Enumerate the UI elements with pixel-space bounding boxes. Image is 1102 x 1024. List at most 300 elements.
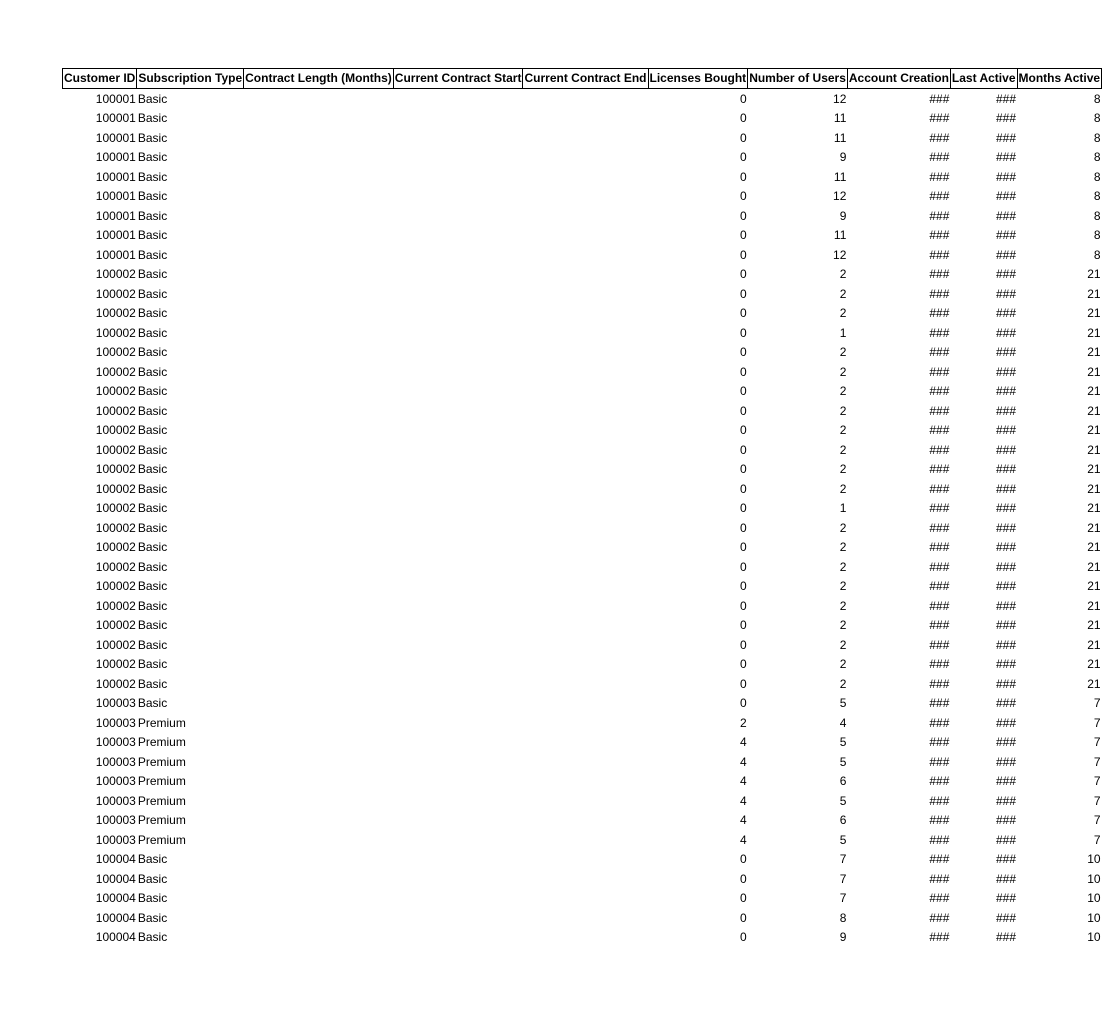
cell-subscription-type[interactable]: Premium	[137, 793, 186, 808]
cell-contract-length[interactable]	[244, 830, 394, 850]
cell-months-active[interactable]: 21	[1087, 559, 1101, 574]
cell-customer-id[interactable]: 100002	[95, 637, 136, 652]
cell-months-active[interactable]: 21	[1087, 364, 1101, 379]
cell-contract-end[interactable]	[523, 772, 648, 792]
cell-contract-start[interactable]	[393, 323, 523, 343]
cell-last-active[interactable]: ###	[995, 930, 1016, 945]
cell-contract-start[interactable]	[393, 655, 523, 675]
cell-customer-id[interactable]: 100002	[95, 286, 136, 301]
cell-subscription-type[interactable]: Basic	[137, 462, 168, 477]
cell-contract-start[interactable]	[393, 596, 523, 616]
cell-contract-length[interactable]	[244, 499, 394, 519]
cell-number-of-users[interactable]: 11	[833, 111, 847, 126]
cell-customer-id[interactable]: 100002	[95, 657, 136, 672]
cell-subscription-type[interactable]: Basic	[137, 481, 168, 496]
cell-subscription-type[interactable]: Basic	[137, 130, 168, 145]
cell-customer-id[interactable]: 100003	[95, 774, 136, 789]
cell-months-active[interactable]: 21	[1087, 442, 1101, 457]
cell-contract-end[interactable]	[523, 830, 648, 850]
cell-contract-end[interactable]	[523, 616, 648, 636]
header-contract-start[interactable]: Current Contract Start	[393, 69, 523, 89]
cell-months-active[interactable]: 8	[1093, 169, 1101, 184]
cell-last-active[interactable]: ###	[995, 208, 1016, 223]
cell-account-creation[interactable]: ###	[929, 696, 950, 711]
cell-account-creation[interactable]: ###	[929, 403, 950, 418]
cell-account-creation[interactable]: ###	[929, 754, 950, 769]
cell-contract-start[interactable]	[393, 401, 523, 421]
cell-contract-length[interactable]	[244, 362, 394, 382]
cell-contract-end[interactable]	[523, 674, 648, 694]
cell-licenses-bought[interactable]: 0	[740, 520, 747, 535]
cell-months-active[interactable]: 21	[1087, 286, 1101, 301]
cell-contract-length[interactable]	[244, 128, 394, 148]
cell-contract-start[interactable]	[393, 284, 523, 304]
cell-months-active[interactable]: 21	[1087, 657, 1101, 672]
cell-customer-id[interactable]: 100001	[95, 189, 136, 204]
cell-number-of-users[interactable]: 2	[839, 345, 847, 360]
cell-account-creation[interactable]: ###	[929, 793, 950, 808]
cell-number-of-users[interactable]: 2	[839, 598, 847, 613]
cell-subscription-type[interactable]: Basic	[137, 228, 168, 243]
cell-licenses-bought[interactable]: 0	[740, 618, 747, 633]
cell-customer-id[interactable]: 100002	[95, 325, 136, 340]
cell-customer-id[interactable]: 100002	[95, 501, 136, 516]
cell-customer-id[interactable]: 100004	[95, 910, 136, 925]
cell-subscription-type[interactable]: Basic	[137, 657, 168, 672]
cell-licenses-bought[interactable]: 0	[740, 676, 747, 691]
cell-contract-start[interactable]	[393, 460, 523, 480]
cell-subscription-type[interactable]: Basic	[137, 169, 168, 184]
cell-number-of-users[interactable]: 2	[839, 286, 847, 301]
cell-licenses-bought[interactable]: 0	[740, 208, 747, 223]
cell-account-creation[interactable]: ###	[929, 579, 950, 594]
cell-account-creation[interactable]: ###	[929, 520, 950, 535]
cell-customer-id[interactable]: 100002	[95, 423, 136, 438]
cell-licenses-bought[interactable]: 0	[740, 598, 747, 613]
cell-licenses-bought[interactable]: 2	[740, 715, 747, 730]
cell-contract-length[interactable]	[244, 343, 394, 363]
cell-last-active[interactable]: ###	[995, 306, 1016, 321]
cell-contract-length[interactable]	[244, 791, 394, 811]
cell-last-active[interactable]: ###	[995, 715, 1016, 730]
cell-subscription-type[interactable]: Basic	[137, 501, 168, 516]
cell-subscription-type[interactable]: Basic	[137, 579, 168, 594]
cell-account-creation[interactable]: ###	[929, 832, 950, 847]
cell-contract-end[interactable]	[523, 148, 648, 168]
cell-account-creation[interactable]: ###	[929, 852, 950, 867]
cell-subscription-type[interactable]: Basic	[137, 540, 168, 555]
cell-months-active[interactable]: 21	[1087, 345, 1101, 360]
cell-subscription-type[interactable]: Premium	[137, 735, 186, 750]
cell-number-of-users[interactable]: 12	[833, 91, 847, 106]
cell-account-creation[interactable]: ###	[929, 228, 950, 243]
cell-account-creation[interactable]: ###	[929, 462, 950, 477]
cell-contract-start[interactable]	[393, 148, 523, 168]
cell-contract-start[interactable]	[393, 752, 523, 772]
cell-contract-start[interactable]	[393, 674, 523, 694]
cell-contract-end[interactable]	[523, 323, 648, 343]
cell-account-creation[interactable]: ###	[929, 189, 950, 204]
cell-licenses-bought[interactable]: 0	[740, 910, 747, 925]
cell-subscription-type[interactable]: Basic	[137, 91, 168, 106]
cell-contract-end[interactable]	[523, 304, 648, 324]
cell-last-active[interactable]: ###	[995, 501, 1016, 516]
cell-contract-length[interactable]	[244, 869, 394, 889]
cell-last-active[interactable]: ###	[995, 286, 1016, 301]
cell-contract-length[interactable]	[244, 421, 394, 441]
cell-last-active[interactable]: ###	[995, 540, 1016, 555]
cell-contract-length[interactable]	[244, 557, 394, 577]
cell-months-active[interactable]: 21	[1087, 481, 1101, 496]
cell-customer-id[interactable]: 100002	[95, 403, 136, 418]
cell-contract-length[interactable]	[244, 89, 394, 109]
cell-customer-id[interactable]: 100002	[95, 481, 136, 496]
cell-customer-id[interactable]: 100002	[95, 306, 136, 321]
cell-account-creation[interactable]: ###	[929, 423, 950, 438]
cell-contract-length[interactable]	[244, 635, 394, 655]
cell-contract-length[interactable]	[244, 928, 394, 948]
cell-contract-start[interactable]	[393, 226, 523, 246]
cell-licenses-bought[interactable]: 0	[740, 637, 747, 652]
cell-contract-start[interactable]	[393, 499, 523, 519]
cell-last-active[interactable]: ###	[995, 111, 1016, 126]
cell-last-active[interactable]: ###	[995, 637, 1016, 652]
cell-account-creation[interactable]: ###	[929, 111, 950, 126]
cell-subscription-type[interactable]: Basic	[137, 520, 168, 535]
cell-number-of-users[interactable]: 2	[839, 403, 847, 418]
cell-number-of-users[interactable]: 2	[839, 618, 847, 633]
cell-contract-length[interactable]	[244, 674, 394, 694]
cell-months-active[interactable]: 21	[1087, 598, 1101, 613]
cell-contract-length[interactable]	[244, 109, 394, 129]
cell-customer-id[interactable]: 100002	[95, 345, 136, 360]
cell-contract-length[interactable]	[244, 811, 394, 831]
cell-account-creation[interactable]: ###	[929, 208, 950, 223]
cell-last-active[interactable]: ###	[995, 774, 1016, 789]
cell-subscription-type[interactable]: Basic	[137, 637, 168, 652]
cell-last-active[interactable]: ###	[995, 579, 1016, 594]
cell-customer-id[interactable]: 100003	[95, 793, 136, 808]
header-months-active[interactable]: Months Active	[1017, 69, 1102, 89]
cell-contract-length[interactable]	[244, 479, 394, 499]
cell-number-of-users[interactable]: 6	[839, 774, 847, 789]
cell-contract-end[interactable]	[523, 655, 648, 675]
cell-contract-start[interactable]	[393, 518, 523, 538]
cell-licenses-bought[interactable]: 4	[740, 735, 747, 750]
cell-last-active[interactable]: ###	[995, 130, 1016, 145]
cell-customer-id[interactable]: 100004	[95, 930, 136, 945]
cell-licenses-bought[interactable]: 0	[740, 130, 747, 145]
cell-contract-end[interactable]	[523, 206, 648, 226]
cell-contract-start[interactable]	[393, 850, 523, 870]
cell-last-active[interactable]: ###	[995, 345, 1016, 360]
cell-account-creation[interactable]: ###	[929, 169, 950, 184]
cell-contract-end[interactable]	[523, 791, 648, 811]
cell-licenses-bought[interactable]: 4	[740, 754, 747, 769]
cell-licenses-bought[interactable]: 4	[740, 813, 747, 828]
cell-last-active[interactable]: ###	[995, 403, 1016, 418]
cell-last-active[interactable]: ###	[995, 423, 1016, 438]
cell-months-active[interactable]: 8	[1093, 111, 1101, 126]
cell-contract-length[interactable]	[244, 460, 394, 480]
cell-subscription-type[interactable]: Basic	[137, 325, 168, 340]
cell-account-creation[interactable]: ###	[929, 501, 950, 516]
cell-customer-id[interactable]: 100002	[95, 598, 136, 613]
cell-months-active[interactable]: 8	[1093, 208, 1101, 223]
cell-number-of-users[interactable]: 7	[839, 852, 847, 867]
cell-account-creation[interactable]: ###	[929, 657, 950, 672]
cell-customer-id[interactable]: 100002	[95, 364, 136, 379]
cell-number-of-users[interactable]: 2	[839, 637, 847, 652]
cell-account-creation[interactable]: ###	[929, 618, 950, 633]
cell-customer-id[interactable]: 100001	[95, 91, 136, 106]
cell-account-creation[interactable]: ###	[929, 813, 950, 828]
cell-months-active[interactable]: 10	[1087, 852, 1101, 867]
cell-last-active[interactable]: ###	[995, 384, 1016, 399]
cell-number-of-users[interactable]: 2	[839, 520, 847, 535]
cell-contract-end[interactable]	[523, 128, 648, 148]
cell-licenses-bought[interactable]: 0	[740, 286, 747, 301]
cell-licenses-bought[interactable]: 0	[740, 579, 747, 594]
cell-contract-end[interactable]	[523, 557, 648, 577]
cell-customer-id[interactable]: 100002	[95, 267, 136, 282]
cell-last-active[interactable]: ###	[995, 189, 1016, 204]
cell-number-of-users[interactable]: 2	[839, 657, 847, 672]
cell-contract-length[interactable]	[244, 733, 394, 753]
cell-contract-end[interactable]	[523, 109, 648, 129]
cell-number-of-users[interactable]: 9	[839, 150, 847, 165]
cell-licenses-bought[interactable]: 0	[740, 228, 747, 243]
cell-account-creation[interactable]: ###	[929, 91, 950, 106]
cell-licenses-bought[interactable]: 0	[740, 403, 747, 418]
cell-account-creation[interactable]: ###	[929, 345, 950, 360]
cell-number-of-users[interactable]: 4	[839, 715, 847, 730]
cell-months-active[interactable]: 21	[1087, 618, 1101, 633]
cell-months-active[interactable]: 21	[1087, 403, 1101, 418]
cell-number-of-users[interactable]: 2	[839, 306, 847, 321]
cell-number-of-users[interactable]: 8	[839, 910, 847, 925]
cell-months-active[interactable]: 10	[1087, 871, 1101, 886]
cell-licenses-bought[interactable]: 0	[740, 306, 747, 321]
cell-number-of-users[interactable]: 2	[839, 423, 847, 438]
cell-number-of-users[interactable]: 1	[839, 501, 847, 516]
cell-last-active[interactable]: ###	[995, 852, 1016, 867]
cell-months-active[interactable]: 21	[1087, 579, 1101, 594]
cell-customer-id[interactable]: 100002	[95, 462, 136, 477]
cell-contract-end[interactable]	[523, 421, 648, 441]
cell-subscription-type[interactable]: Premium	[137, 774, 186, 789]
cell-contract-end[interactable]	[523, 343, 648, 363]
cell-number-of-users[interactable]: 11	[833, 130, 847, 145]
cell-last-active[interactable]: ###	[995, 657, 1016, 672]
cell-number-of-users[interactable]: 11	[833, 169, 847, 184]
cell-months-active[interactable]: 21	[1087, 267, 1101, 282]
cell-contract-end[interactable]	[523, 908, 648, 928]
cell-customer-id[interactable]: 100003	[95, 832, 136, 847]
cell-contract-end[interactable]	[523, 752, 648, 772]
cell-months-active[interactable]: 7	[1093, 774, 1101, 789]
cell-licenses-bought[interactable]: 0	[740, 930, 747, 945]
cell-contract-end[interactable]	[523, 635, 648, 655]
cell-months-active[interactable]: 7	[1093, 793, 1101, 808]
cell-contract-start[interactable]	[393, 206, 523, 226]
cell-number-of-users[interactable]: 5	[839, 793, 847, 808]
cell-account-creation[interactable]: ###	[929, 871, 950, 886]
cell-licenses-bought[interactable]: 0	[740, 501, 747, 516]
cell-months-active[interactable]: 7	[1093, 696, 1101, 711]
cell-account-creation[interactable]: ###	[929, 559, 950, 574]
header-last-active[interactable]: Last Active	[950, 69, 1017, 89]
cell-contract-length[interactable]	[244, 655, 394, 675]
cell-contract-end[interactable]	[523, 187, 648, 207]
cell-contract-start[interactable]	[393, 128, 523, 148]
cell-customer-id[interactable]: 100002	[95, 559, 136, 574]
cell-number-of-users[interactable]: 7	[839, 871, 847, 886]
cell-account-creation[interactable]: ###	[929, 247, 950, 262]
cell-contract-start[interactable]	[393, 635, 523, 655]
cell-contract-length[interactable]	[244, 265, 394, 285]
cell-licenses-bought[interactable]: 0	[740, 111, 747, 126]
cell-months-active[interactable]: 21	[1087, 501, 1101, 516]
cell-last-active[interactable]: ###	[995, 91, 1016, 106]
cell-last-active[interactable]: ###	[995, 618, 1016, 633]
cell-subscription-type[interactable]: Basic	[137, 384, 168, 399]
cell-last-active[interactable]: ###	[995, 442, 1016, 457]
cell-contract-start[interactable]	[393, 557, 523, 577]
cell-account-creation[interactable]: ###	[929, 150, 950, 165]
cell-contract-end[interactable]	[523, 811, 648, 831]
cell-account-creation[interactable]: ###	[929, 384, 950, 399]
cell-subscription-type[interactable]: Basic	[137, 208, 168, 223]
cell-contract-start[interactable]	[393, 869, 523, 889]
cell-subscription-type[interactable]: Basic	[137, 364, 168, 379]
cell-number-of-users[interactable]: 12	[833, 189, 847, 204]
cell-contract-end[interactable]	[523, 382, 648, 402]
cell-number-of-users[interactable]: 5	[839, 832, 847, 847]
cell-last-active[interactable]: ###	[995, 696, 1016, 711]
cell-contract-end[interactable]	[523, 889, 648, 909]
cell-number-of-users[interactable]: 1	[839, 325, 847, 340]
cell-number-of-users[interactable]: 5	[839, 754, 847, 769]
cell-months-active[interactable]: 21	[1087, 540, 1101, 555]
cell-subscription-type[interactable]: Basic	[137, 267, 168, 282]
cell-account-creation[interactable]: ###	[929, 442, 950, 457]
cell-number-of-users[interactable]: 2	[839, 481, 847, 496]
cell-subscription-type[interactable]: Basic	[137, 676, 168, 691]
cell-customer-id[interactable]: 100003	[95, 696, 136, 711]
cell-customer-id[interactable]: 100003	[95, 813, 136, 828]
cell-licenses-bought[interactable]: 0	[740, 442, 747, 457]
cell-licenses-bought[interactable]: 4	[740, 774, 747, 789]
cell-subscription-type[interactable]: Basic	[137, 891, 168, 906]
cell-contract-end[interactable]	[523, 284, 648, 304]
cell-last-active[interactable]: ###	[995, 267, 1016, 282]
cell-last-active[interactable]: ###	[995, 325, 1016, 340]
cell-contract-end[interactable]	[523, 499, 648, 519]
cell-subscription-type[interactable]: Basic	[137, 930, 168, 945]
cell-contract-length[interactable]	[244, 713, 394, 733]
cell-months-active[interactable]: 8	[1093, 189, 1101, 204]
cell-licenses-bought[interactable]: 0	[740, 852, 747, 867]
cell-subscription-type[interactable]: Basic	[137, 306, 168, 321]
cell-contract-start[interactable]	[393, 109, 523, 129]
cell-contract-start[interactable]	[393, 187, 523, 207]
cell-contract-end[interactable]	[523, 518, 648, 538]
header-customer-id[interactable]: Customer ID	[63, 69, 137, 89]
cell-contract-end[interactable]	[523, 869, 648, 889]
cell-customer-id[interactable]: 100002	[95, 618, 136, 633]
cell-subscription-type[interactable]: Basic	[137, 403, 168, 418]
cell-customer-id[interactable]: 100001	[95, 111, 136, 126]
cell-contract-length[interactable]	[244, 538, 394, 558]
cell-contract-start[interactable]	[393, 538, 523, 558]
cell-contract-start[interactable]	[393, 89, 523, 109]
cell-number-of-users[interactable]: 5	[839, 735, 847, 750]
cell-licenses-bought[interactable]: 0	[740, 189, 747, 204]
header-contract-end[interactable]: Current Contract End	[523, 69, 648, 89]
cell-customer-id[interactable]: 100002	[95, 579, 136, 594]
cell-subscription-type[interactable]: Basic	[137, 696, 168, 711]
cell-subscription-type[interactable]: Basic	[137, 189, 168, 204]
cell-last-active[interactable]: ###	[995, 754, 1016, 769]
cell-contract-end[interactable]	[523, 226, 648, 246]
cell-account-creation[interactable]: ###	[929, 598, 950, 613]
cell-licenses-bought[interactable]: 0	[740, 871, 747, 886]
cell-licenses-bought[interactable]: 0	[740, 267, 747, 282]
cell-months-active[interactable]: 21	[1087, 325, 1101, 340]
cell-licenses-bought[interactable]: 0	[740, 462, 747, 477]
cell-subscription-type[interactable]: Basic	[137, 345, 168, 360]
cell-contract-length[interactable]	[244, 284, 394, 304]
cell-subscription-type[interactable]: Basic	[137, 247, 168, 262]
cell-subscription-type[interactable]: Premium	[137, 813, 186, 828]
cell-number-of-users[interactable]: 2	[839, 559, 847, 574]
cell-licenses-bought[interactable]: 0	[740, 696, 747, 711]
cell-contract-start[interactable]	[393, 791, 523, 811]
cell-account-creation[interactable]: ###	[929, 286, 950, 301]
cell-account-creation[interactable]: ###	[929, 715, 950, 730]
cell-last-active[interactable]: ###	[995, 520, 1016, 535]
cell-licenses-bought[interactable]: 0	[740, 91, 747, 106]
cell-contract-length[interactable]	[244, 850, 394, 870]
cell-last-active[interactable]: ###	[995, 481, 1016, 496]
cell-account-creation[interactable]: ###	[929, 676, 950, 691]
cell-subscription-type[interactable]: Basic	[137, 618, 168, 633]
cell-months-active[interactable]: 21	[1087, 637, 1101, 652]
header-licenses-bought[interactable]: Licenses Bought	[648, 69, 748, 89]
cell-contract-start[interactable]	[393, 362, 523, 382]
cell-contract-start[interactable]	[393, 830, 523, 850]
header-account-creation[interactable]: Account Creation	[847, 69, 950, 89]
cell-last-active[interactable]: ###	[995, 735, 1016, 750]
cell-number-of-users[interactable]: 2	[839, 540, 847, 555]
cell-contract-end[interactable]	[523, 89, 648, 109]
cell-customer-id[interactable]: 100002	[95, 442, 136, 457]
cell-subscription-type[interactable]: Basic	[137, 286, 168, 301]
cell-number-of-users[interactable]: 7	[839, 891, 847, 906]
cell-licenses-bought[interactable]: 0	[740, 247, 747, 262]
cell-months-active[interactable]: 7	[1093, 715, 1101, 730]
cell-contract-length[interactable]	[244, 908, 394, 928]
cell-contract-start[interactable]	[393, 343, 523, 363]
cell-subscription-type[interactable]: Basic	[137, 150, 168, 165]
cell-contract-length[interactable]	[244, 440, 394, 460]
cell-customer-id[interactable]: 100001	[95, 130, 136, 145]
cell-contract-start[interactable]	[393, 928, 523, 948]
cell-contract-end[interactable]	[523, 265, 648, 285]
cell-customer-id[interactable]: 100004	[95, 891, 136, 906]
cell-licenses-bought[interactable]: 0	[740, 423, 747, 438]
